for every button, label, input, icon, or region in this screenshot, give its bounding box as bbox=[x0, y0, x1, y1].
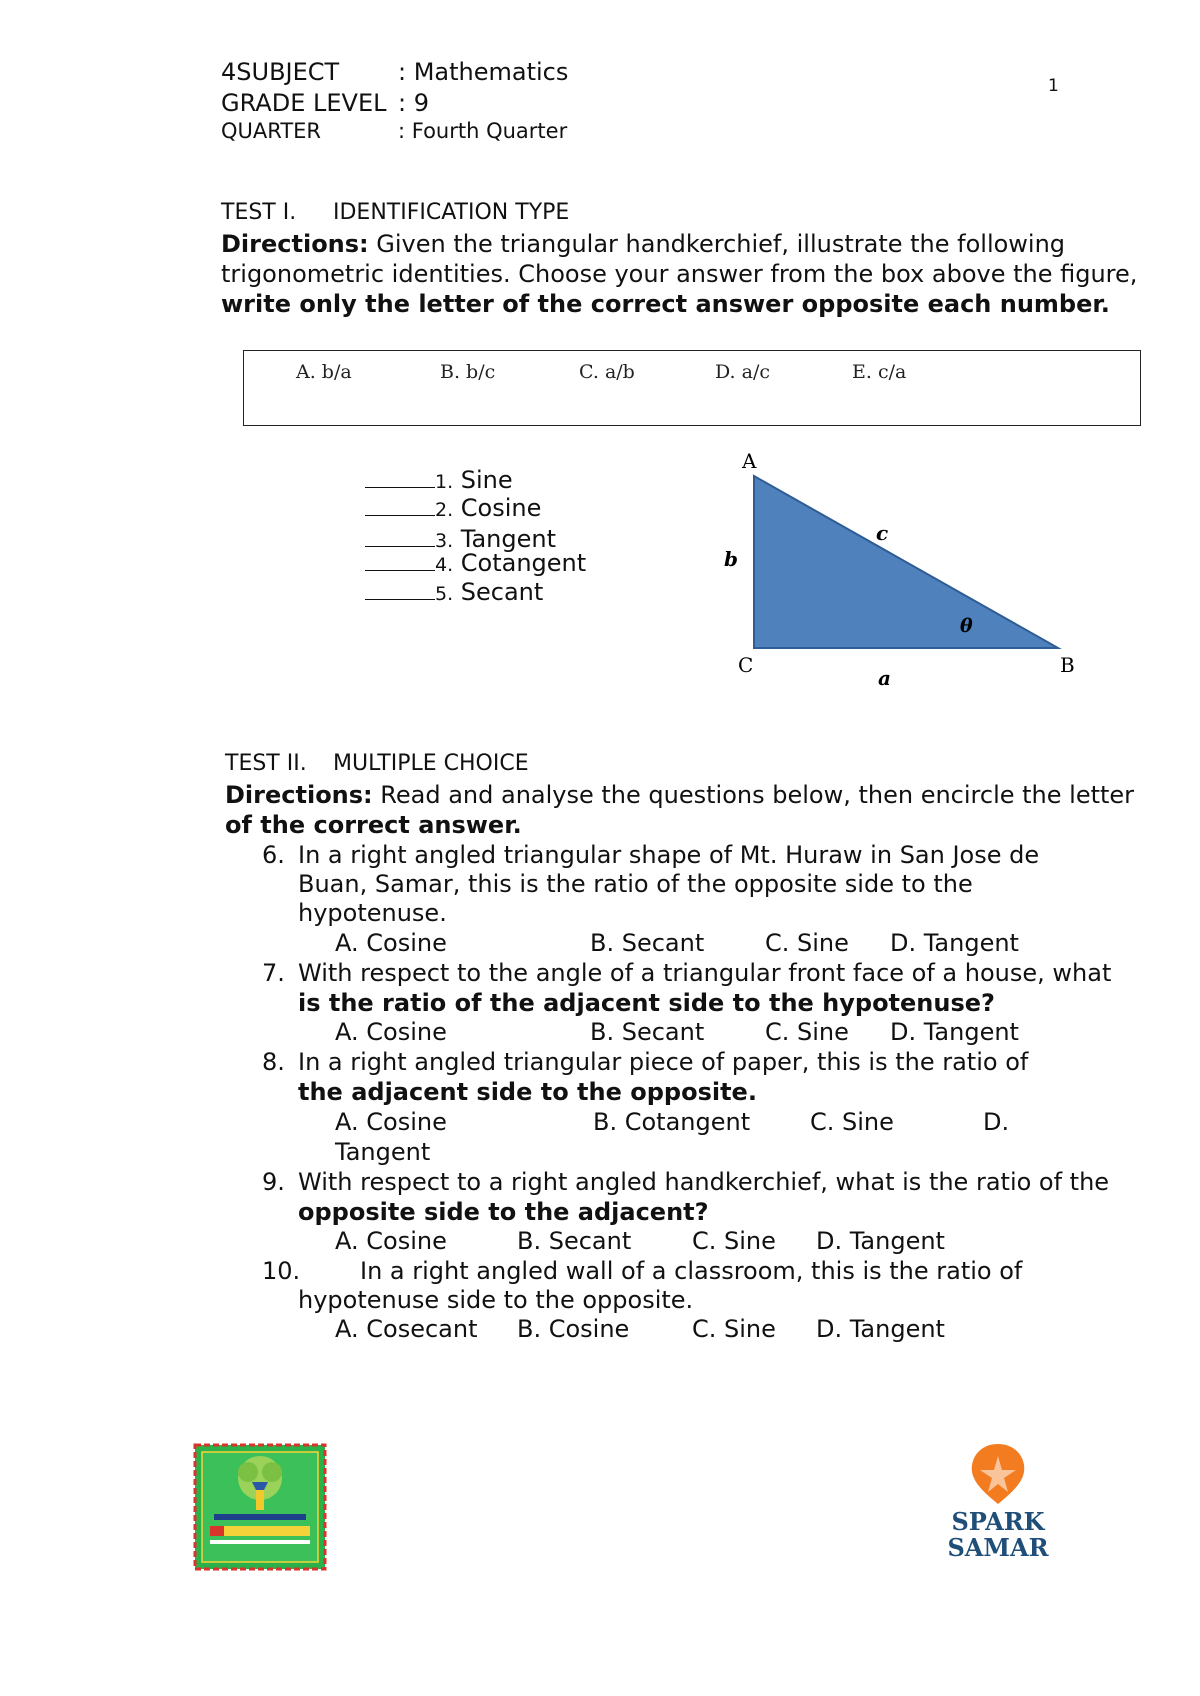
item-number: 4. bbox=[435, 554, 454, 576]
item-label: Cosine bbox=[460, 494, 542, 522]
question-text-line: hypotenuse side to the opposite. bbox=[298, 1286, 694, 1314]
id-item bbox=[365, 578, 543, 606]
answer-blank[interactable] bbox=[365, 526, 435, 547]
item-number: 5. bbox=[435, 583, 454, 605]
answer-blank[interactable] bbox=[365, 550, 435, 571]
choice-a: A. b/a bbox=[296, 361, 352, 383]
vertex-a-label: A bbox=[742, 449, 757, 473]
question-text-line: hypotenuse. bbox=[298, 899, 447, 927]
vertex-c-label: C bbox=[738, 653, 754, 677]
quarter-label: QUARTER bbox=[221, 119, 322, 143]
id-item bbox=[365, 466, 513, 494]
option-a[interactable]: A. Cosine bbox=[335, 1018, 447, 1046]
spark-text: SPARK bbox=[951, 1507, 1045, 1536]
option-c[interactable]: C. Sine bbox=[692, 1227, 776, 1255]
option-a[interactable]: A. Cosine bbox=[335, 929, 447, 957]
choice-b: B. b/c bbox=[440, 361, 496, 383]
option-d[interactable]: D. Tangent bbox=[816, 1315, 945, 1343]
side-c-label: c bbox=[876, 521, 889, 545]
question-text-line: With respect to the angle of a triangular front face of a house, what bbox=[298, 959, 1112, 987]
option-b[interactable]: B. Cotangent bbox=[593, 1108, 751, 1136]
quarter-value: : Fourth Quarter bbox=[398, 119, 568, 143]
item-number: 1. bbox=[435, 471, 454, 493]
test2-heading-num: TEST II. bbox=[225, 751, 307, 776]
item-label: Sine bbox=[460, 466, 513, 494]
test1-directions-line3: write only the letter of the correct answer opposite each number. bbox=[221, 290, 1110, 318]
question-text-line: With respect to a right angled handkerchief, what is the ratio of the bbox=[298, 1168, 1110, 1196]
item-label: Tangent bbox=[460, 525, 557, 553]
question-text-line: In a right angled triangular shape of Mt. Huraw in San Jose de bbox=[298, 841, 1040, 869]
item-number: 2. bbox=[435, 499, 454, 521]
id-item bbox=[365, 494, 541, 522]
choice-d: D. a/c bbox=[715, 361, 771, 383]
school-seal-logo bbox=[194, 1444, 326, 1570]
test2-directions-label: Directions: bbox=[225, 781, 373, 809]
option-a[interactable]: A. Cosine bbox=[335, 1108, 447, 1136]
test1-directions-line2: trigonometric identities. Choose your answer from the box above the figure, bbox=[221, 260, 1138, 288]
question-number: 8. bbox=[262, 1048, 285, 1076]
test1-heading-num: TEST I. bbox=[221, 200, 297, 225]
option-b[interactable]: B. Cosine bbox=[517, 1315, 630, 1343]
test1-heading-title: IDENTIFICATION TYPE bbox=[333, 200, 570, 225]
option-b[interactable]: B. Secant bbox=[517, 1227, 632, 1255]
option-c[interactable]: C. Sine bbox=[692, 1315, 776, 1343]
option-d[interactable]: D. Tangent bbox=[816, 1227, 945, 1255]
answer-blank[interactable] bbox=[365, 579, 435, 600]
grade-value: : 9 bbox=[398, 89, 429, 117]
test1-directions-text1: Given the triangular handkerchief, illustrate the following bbox=[368, 230, 1066, 258]
question-number: 9. bbox=[262, 1168, 285, 1196]
test2-heading-title: MULTIPLE CHOICE bbox=[333, 751, 529, 776]
option-b[interactable]: B. Secant bbox=[590, 929, 705, 957]
option-d-wrap[interactable]: Tangent bbox=[335, 1138, 431, 1166]
answer-blank[interactable] bbox=[365, 495, 435, 516]
choice-c: C. a/b bbox=[579, 361, 635, 383]
side-a-label: a bbox=[878, 666, 891, 690]
test2-directions-line1 bbox=[225, 780, 1134, 810]
answer-choices-box bbox=[243, 350, 1141, 426]
choice-e: E. c/a bbox=[852, 361, 907, 383]
question-text-line: the adjacent side to the opposite. bbox=[298, 1078, 757, 1106]
triangle-figure bbox=[700, 440, 1100, 700]
question-number: 10. bbox=[262, 1257, 301, 1285]
question-text-line: opposite side to the adjacent? bbox=[298, 1198, 709, 1226]
option-a[interactable]: A. Cosine bbox=[335, 1227, 447, 1255]
test1-directions-label: Directions: bbox=[221, 230, 369, 258]
test2-directions-text1: Read and analyse the questions below, then encircle the letter bbox=[372, 781, 1135, 809]
side-b-label: b bbox=[724, 547, 738, 571]
option-c[interactable]: C. Sine bbox=[765, 1018, 849, 1046]
option-d[interactable]: D. Tangent bbox=[890, 1018, 1019, 1046]
option-c[interactable]: C. Sine bbox=[810, 1108, 894, 1136]
id-item bbox=[365, 549, 586, 577]
item-label: Secant bbox=[460, 578, 544, 606]
item-number: 3. bbox=[435, 530, 454, 552]
question-text-line: is the ratio of the adjacent side to the hypotenuse? bbox=[298, 989, 995, 1017]
question-text-line: Buan, Samar, this is the ratio of the opposite side to the bbox=[298, 870, 973, 898]
subject-value: : Mathematics bbox=[398, 58, 569, 86]
triangle-shape bbox=[754, 476, 1058, 648]
question-number: 7. bbox=[262, 959, 285, 987]
option-d[interactable]: D. Tangent bbox=[890, 929, 1019, 957]
page-number: 1 bbox=[1048, 76, 1059, 96]
spark-samar-logo bbox=[947, 1440, 1049, 1562]
answer-blank[interactable] bbox=[365, 467, 435, 488]
vertex-b-label: B bbox=[1060, 653, 1075, 677]
question-text-line: In a right angled triangular piece of paper, this is the ratio of bbox=[298, 1048, 1029, 1076]
option-d[interactable]: D. bbox=[983, 1108, 1010, 1136]
subject-label: 4SUBJECT bbox=[221, 58, 340, 86]
grade-label: GRADE LEVEL bbox=[221, 89, 387, 117]
option-c[interactable]: C. Sine bbox=[765, 929, 849, 957]
option-a[interactable]: A. Cosecant bbox=[335, 1315, 478, 1343]
test1-directions-line1 bbox=[221, 229, 1065, 259]
question-number: 6. bbox=[262, 841, 285, 869]
test2-directions-line2: of the correct answer. bbox=[225, 811, 522, 839]
angle-theta-label: θ bbox=[960, 615, 973, 637]
question-text-line: In a right angled wall of a classroom, this is the ratio of bbox=[360, 1257, 1023, 1285]
samar-text: SAMAR bbox=[947, 1533, 1049, 1562]
option-b[interactable]: B. Secant bbox=[590, 1018, 705, 1046]
item-label: Cotangent bbox=[460, 549, 587, 577]
